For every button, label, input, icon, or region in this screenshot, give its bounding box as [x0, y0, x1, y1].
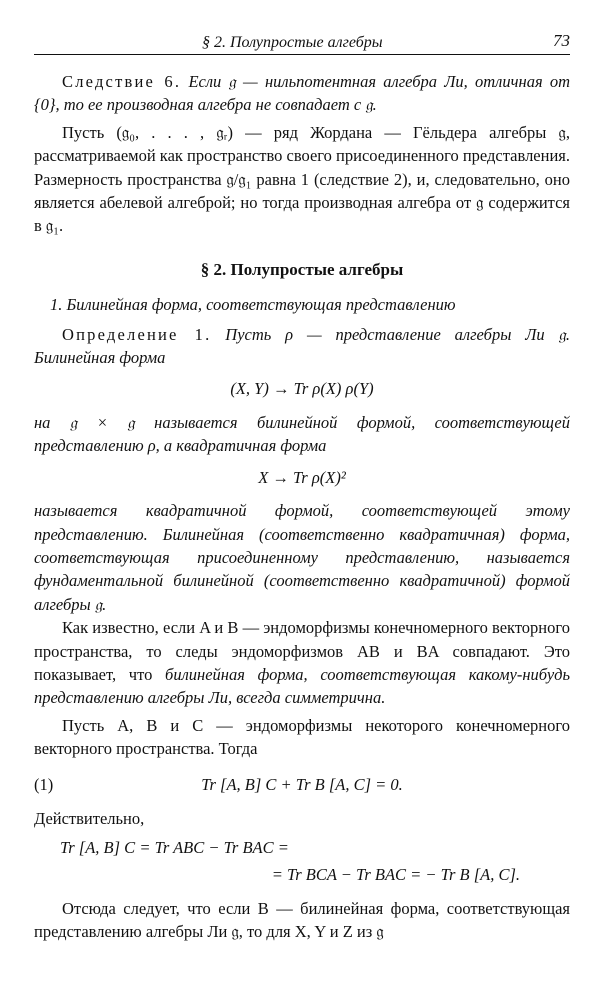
definition-text-3: называется квадратичной формой, соответствующей этому представлению. Билинейная (соответственно квадратичная) форма, соответствующая присоединенному представлению, называется фундаментальной билинейной (соответственно квадратичной) формой алгебры 𝔤. — [34, 501, 570, 614]
corollary-label: Следствие 6. — [62, 72, 182, 91]
bilinear-form-formula: (X, Y) → Tr ρ(X) ρ(Y) — [230, 379, 374, 399]
page-header — [34, 28, 570, 55]
corollary-text: Если 𝔤 — нильпотентная алгебра Ли, отличная от {0}, то ее производная алгебра не совпадает с 𝔤. — [34, 72, 570, 115]
symmetry-statement: билинейная форма, соответствующая какому-нибудь представлению алгебры Ли, всегда симметрична. — [34, 664, 570, 708]
derivation-line-2: = Tr BCA − Tr BAC = − Tr B [A, C]. — [271, 865, 520, 885]
definition-label: Определение 1. — [62, 324, 212, 344]
trace-paragraph — [34, 616, 570, 710]
derivation-line-1: Tr [A, B] C = Tr ABC − Tr BAC = — [60, 837, 289, 857]
series-paragraph: Пусть (𝔤₀, . . . , 𝔤ᵣ) — ряд Жордана — Гёльдера алгебры 𝔤, рассматриваемой как пространство своего присоединенного представления. Размерность пространства 𝔤/𝔤₁ равна 1 (следствие 2), и, следовательно, оно является абелевой алгеброй; но тогда производная алгебра от 𝔤 содержится в 𝔤₁. — [34, 122, 570, 236]
trace-text: Как известно, если A и B — эндоморфизмы конечномерного векторного пространства, то следы эндоморфизмов AB и BA совпадают. Это показывает, что — [34, 618, 570, 684]
equation-number: (1) — [34, 774, 54, 794]
endomorphisms-paragraph: Пусть A, B и C — эндоморфизмы некоторого конечномерного векторного пространства. Тогда — [34, 715, 570, 759]
conclusion-paragraph: Отсюда следует, что если B — билинейная форма, соответствующая представлению алгебры Ли 𝔤, то для X, Y и Z из 𝔤 — [34, 898, 570, 942]
definition-paragraph — [34, 323, 570, 370]
page-number: 73 — [553, 31, 570, 50]
equation-body: Tr [A, B] C + Tr B [A, C] = 0. — [201, 774, 403, 794]
definition-text-2: на 𝔤 × 𝔤 называется билинейной формой, соответствующей представлению ρ, а квадратичная форма — [34, 412, 570, 456]
running-title: § 2. Полупростые алгебры — [202, 34, 383, 51]
page-content — [34, 70, 570, 944]
corollary-paragraph — [34, 70, 570, 117]
subsection-title: 1. Билинейная форма, соответствующая представлению — [50, 295, 456, 315]
quadratic-form-formula: X → Tr ρ(X)² — [258, 467, 346, 487]
indeed-text: Действительно, — [34, 808, 145, 828]
section-title: § 2. Полупростые алгебры — [200, 259, 404, 279]
equation-1 — [34, 769, 570, 799]
definition-text-1: Пусть ρ — представление алгебры Ли 𝔤. Билинейная форма — [34, 324, 571, 368]
